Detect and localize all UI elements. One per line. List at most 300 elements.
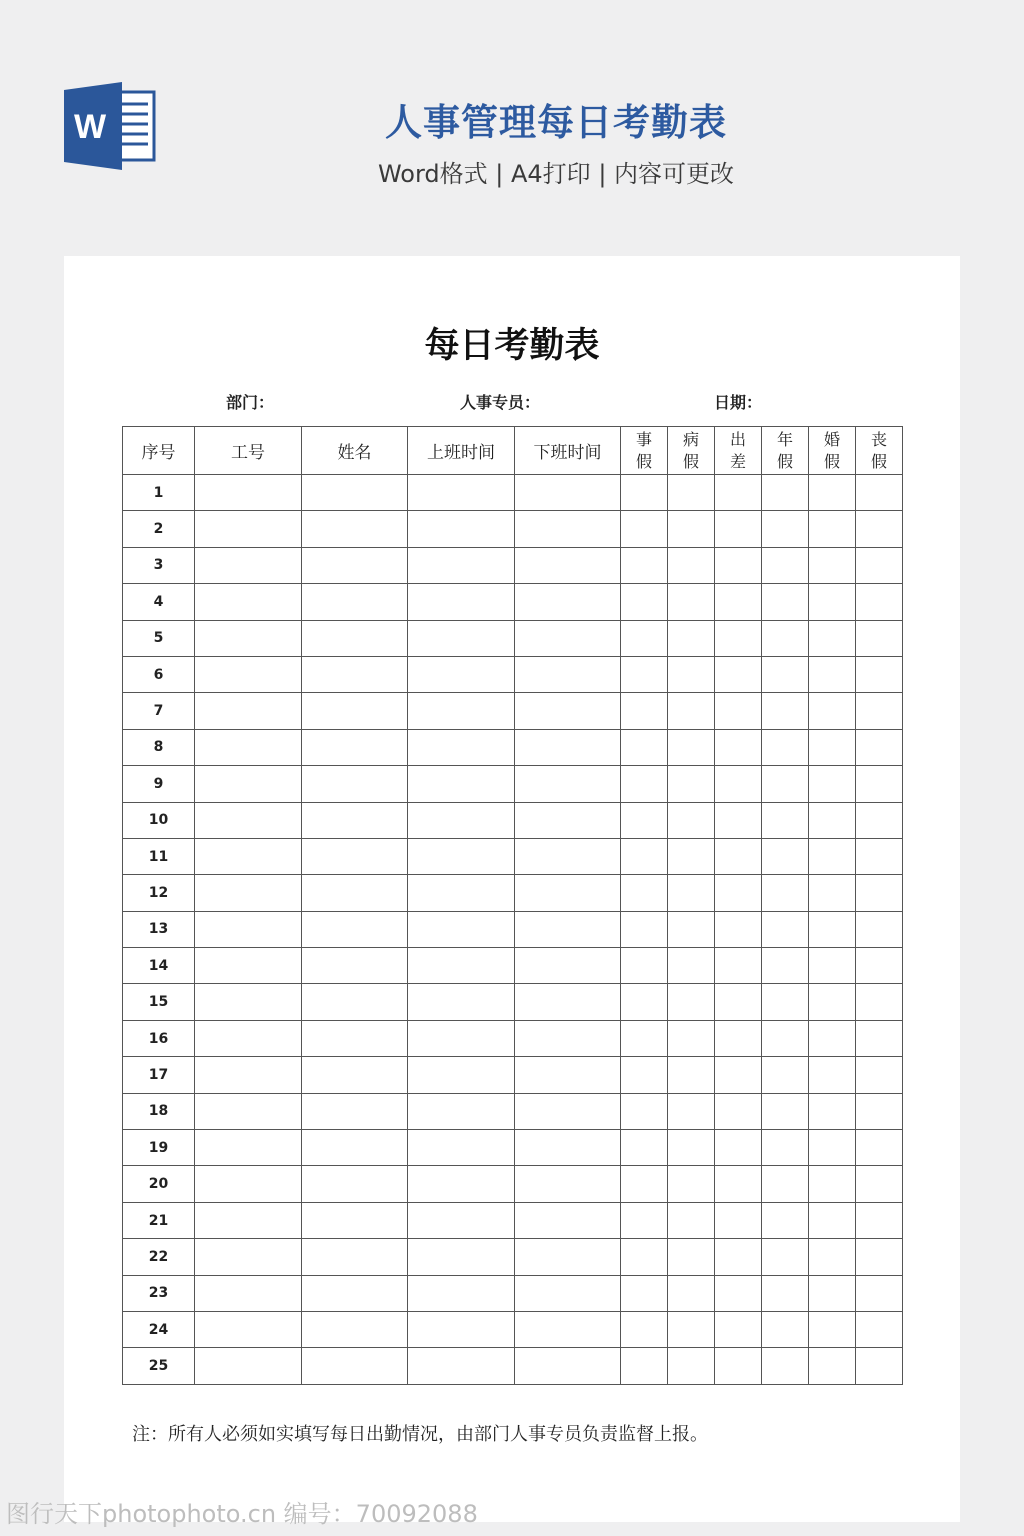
- table-cell[interactable]: [762, 1093, 809, 1129]
- table-cell[interactable]: [762, 656, 809, 692]
- table-cell[interactable]: [302, 693, 408, 729]
- table-cell[interactable]: [856, 984, 903, 1020]
- table-cell[interactable]: [195, 1311, 302, 1347]
- table-cell[interactable]: [762, 475, 809, 511]
- table-cell[interactable]: [408, 875, 515, 911]
- table-row: [123, 802, 903, 838]
- table-cell[interactable]: [621, 1275, 668, 1311]
- table-cell[interactable]: [195, 948, 302, 984]
- table-cell[interactable]: [621, 1166, 668, 1202]
- table-cell[interactable]: [715, 1057, 762, 1093]
- table-cell[interactable]: [408, 1130, 515, 1166]
- table-cell[interactable]: [621, 1130, 668, 1166]
- table-cell[interactable]: [302, 1348, 408, 1384]
- table-cell[interactable]: [809, 948, 856, 984]
- table-cell[interactable]: [762, 1057, 809, 1093]
- table-cell[interactable]: [856, 1239, 903, 1275]
- table-cell[interactable]: [515, 584, 621, 620]
- table-cell[interactable]: [668, 984, 715, 1020]
- table-cell[interactable]: [408, 656, 515, 692]
- table-cell[interactable]: [195, 802, 302, 838]
- table-cell[interactable]: [195, 511, 302, 547]
- table-cell[interactable]: [856, 948, 903, 984]
- table-cell[interactable]: [809, 693, 856, 729]
- table-cell[interactable]: [515, 875, 621, 911]
- row-number: 8: [123, 729, 195, 765]
- table-cell[interactable]: [408, 511, 515, 547]
- table-cell[interactable]: [302, 948, 408, 984]
- table-cell[interactable]: [715, 475, 762, 511]
- table-cell[interactable]: [856, 656, 903, 692]
- table-cell[interactable]: [195, 1057, 302, 1093]
- table-cell[interactable]: [195, 584, 302, 620]
- table-cell[interactable]: [302, 802, 408, 838]
- table-cell[interactable]: [621, 1239, 668, 1275]
- table-cell[interactable]: [408, 547, 515, 583]
- table-cell[interactable]: [515, 693, 621, 729]
- row-number: 4: [123, 584, 195, 620]
- table-cell[interactable]: [762, 911, 809, 947]
- table-cell[interactable]: [809, 620, 856, 656]
- watermark: 图行天下photophoto.cn 编号：70092088: [6, 1500, 478, 1528]
- table-cell[interactable]: [668, 911, 715, 947]
- table-cell[interactable]: [621, 911, 668, 947]
- table-row: [123, 547, 903, 583]
- table-cell[interactable]: [515, 802, 621, 838]
- header-clock-out: 下班时间: [515, 427, 621, 475]
- table-cell[interactable]: [195, 620, 302, 656]
- table-cell[interactable]: [515, 656, 621, 692]
- table-cell[interactable]: [762, 948, 809, 984]
- table-cell[interactable]: [809, 1020, 856, 1056]
- row-number: 11: [123, 838, 195, 874]
- table-cell[interactable]: [302, 1093, 408, 1129]
- table-cell[interactable]: [809, 911, 856, 947]
- table-cell[interactable]: [856, 729, 903, 765]
- table-cell[interactable]: [715, 584, 762, 620]
- header-clock-in: 上班时间: [408, 427, 515, 475]
- table-cell[interactable]: [408, 1057, 515, 1093]
- table-cell[interactable]: [856, 1020, 903, 1056]
- table-cell[interactable]: [762, 838, 809, 874]
- table-cell[interactable]: [621, 984, 668, 1020]
- table-cell[interactable]: [856, 1311, 903, 1347]
- table-cell[interactable]: [668, 547, 715, 583]
- table-cell[interactable]: [621, 547, 668, 583]
- table-cell[interactable]: [621, 729, 668, 765]
- table-cell[interactable]: [302, 875, 408, 911]
- table-cell[interactable]: [715, 1239, 762, 1275]
- footnote: 注：所有人必须如实填写每日出勤情况，由部门人事专员负责监督上报。: [132, 1424, 708, 1445]
- table-cell[interactable]: [762, 984, 809, 1020]
- table-cell[interactable]: [668, 1093, 715, 1129]
- row-number: 19: [123, 1130, 195, 1166]
- table-cell[interactable]: [195, 656, 302, 692]
- table-cell[interactable]: [856, 475, 903, 511]
- header-employee-id: 工号: [195, 427, 302, 475]
- table-cell[interactable]: [515, 1130, 621, 1166]
- table-cell[interactable]: [668, 1057, 715, 1093]
- table-cell[interactable]: [195, 1239, 302, 1275]
- table-cell[interactable]: [515, 1057, 621, 1093]
- table-cell[interactable]: [856, 1275, 903, 1311]
- table-cell[interactable]: [668, 1275, 715, 1311]
- table-cell[interactable]: [809, 547, 856, 583]
- table-cell[interactable]: [715, 1311, 762, 1347]
- table-cell[interactable]: [809, 1202, 856, 1238]
- table-cell[interactable]: [515, 620, 621, 656]
- table-cell[interactable]: [809, 802, 856, 838]
- table-cell[interactable]: [715, 948, 762, 984]
- table-cell[interactable]: [856, 547, 903, 583]
- table-cell[interactable]: [621, 802, 668, 838]
- table-cell[interactable]: [621, 1202, 668, 1238]
- table-cell[interactable]: [715, 511, 762, 547]
- table-cell[interactable]: [809, 838, 856, 874]
- table-cell[interactable]: [515, 511, 621, 547]
- table-cell[interactable]: [809, 766, 856, 802]
- table-cell[interactable]: [302, 1166, 408, 1202]
- table-cell[interactable]: [715, 838, 762, 874]
- table-row: [123, 475, 903, 511]
- table-cell[interactable]: [621, 1093, 668, 1129]
- table-cell[interactable]: [809, 729, 856, 765]
- header-personal-leave: 事 假: [621, 427, 668, 475]
- table-cell[interactable]: [715, 1020, 762, 1056]
- table-cell[interactable]: [195, 547, 302, 583]
- table-row: [123, 875, 903, 911]
- table-cell[interactable]: [762, 875, 809, 911]
- table-cell[interactable]: [715, 1166, 762, 1202]
- table-cell[interactable]: [621, 584, 668, 620]
- department-field-label: 部门：: [226, 393, 275, 412]
- table-cell[interactable]: [515, 1311, 621, 1347]
- table-cell[interactable]: [762, 1348, 809, 1384]
- table-cell[interactable]: [408, 1166, 515, 1202]
- table-cell[interactable]: [408, 911, 515, 947]
- table-cell[interactable]: [762, 511, 809, 547]
- table-cell[interactable]: [408, 1093, 515, 1129]
- table-cell[interactable]: [621, 1348, 668, 1384]
- table-cell[interactable]: [856, 584, 903, 620]
- table-cell[interactable]: [515, 766, 621, 802]
- table-cell[interactable]: [762, 729, 809, 765]
- table-cell[interactable]: [408, 802, 515, 838]
- row-number: 14: [123, 948, 195, 984]
- header-name: 姓名: [302, 427, 408, 475]
- header-business-trip: 出 差: [715, 427, 762, 475]
- table-cell[interactable]: [515, 838, 621, 874]
- table-cell[interactable]: [762, 766, 809, 802]
- table-cell[interactable]: [195, 729, 302, 765]
- table-cell[interactable]: [856, 693, 903, 729]
- table-cell[interactable]: [302, 984, 408, 1020]
- table-cell[interactable]: [515, 984, 621, 1020]
- table-cell[interactable]: [668, 838, 715, 874]
- table-cell[interactable]: [195, 1202, 302, 1238]
- table-cell[interactable]: [809, 1130, 856, 1166]
- table-cell[interactable]: [668, 1348, 715, 1384]
- table-cell[interactable]: [621, 511, 668, 547]
- table-cell[interactable]: [715, 1130, 762, 1166]
- table-cell[interactable]: [809, 656, 856, 692]
- table-cell[interactable]: [621, 948, 668, 984]
- table-cell[interactable]: [195, 984, 302, 1020]
- header-serial: 序号: [123, 427, 195, 475]
- table-cell[interactable]: [515, 547, 621, 583]
- row-number: 12: [123, 875, 195, 911]
- table-cell[interactable]: [302, 1311, 408, 1347]
- table-cell[interactable]: [856, 1202, 903, 1238]
- table-cell[interactable]: [515, 1202, 621, 1238]
- table-cell[interactable]: [668, 475, 715, 511]
- table-cell[interactable]: [668, 875, 715, 911]
- table-cell[interactable]: [762, 1202, 809, 1238]
- table-cell[interactable]: [668, 1311, 715, 1347]
- table-cell[interactable]: [762, 584, 809, 620]
- table-row: [123, 1166, 903, 1202]
- table-cell[interactable]: [715, 875, 762, 911]
- table-cell[interactable]: [715, 656, 762, 692]
- table-cell[interactable]: [195, 1166, 302, 1202]
- word-app-icon: [64, 82, 156, 170]
- header-marriage-leave: 婚 假: [809, 427, 856, 475]
- table-cell[interactable]: [515, 1239, 621, 1275]
- table-cell[interactable]: [302, 911, 408, 947]
- table-cell[interactable]: [515, 475, 621, 511]
- table-cell[interactable]: [408, 693, 515, 729]
- table-cell[interactable]: [715, 1348, 762, 1384]
- table-cell[interactable]: [408, 584, 515, 620]
- row-number: 16: [123, 1020, 195, 1056]
- table-cell[interactable]: [762, 1020, 809, 1056]
- table-cell[interactable]: [515, 948, 621, 984]
- table-cell[interactable]: [809, 1311, 856, 1347]
- table-cell[interactable]: [715, 620, 762, 656]
- table-cell[interactable]: [408, 1311, 515, 1347]
- table-cell[interactable]: [195, 1348, 302, 1384]
- table-cell[interactable]: [762, 1166, 809, 1202]
- table-cell[interactable]: [668, 948, 715, 984]
- table-row: [123, 1130, 903, 1166]
- table-cell[interactable]: [856, 1093, 903, 1129]
- table-cell[interactable]: [809, 475, 856, 511]
- table-cell[interactable]: [302, 1130, 408, 1166]
- banner-subtitle: Word格式 | A4打印 | 内容可更改: [377, 160, 735, 188]
- table-row: [123, 766, 903, 802]
- table-cell[interactable]: [715, 911, 762, 947]
- row-number: 6: [123, 656, 195, 692]
- table-cell[interactable]: [715, 802, 762, 838]
- table-cell[interactable]: [715, 766, 762, 802]
- table-cell[interactable]: [856, 802, 903, 838]
- table-cell[interactable]: [302, 511, 408, 547]
- date-field-label: 日期：: [714, 393, 763, 412]
- row-number: 9: [123, 766, 195, 802]
- table-cell[interactable]: [408, 948, 515, 984]
- row-number: 21: [123, 1202, 195, 1238]
- table-cell[interactable]: [302, 1020, 408, 1056]
- table-cell[interactable]: [195, 1093, 302, 1129]
- row-number: 20: [123, 1166, 195, 1202]
- table-cell[interactable]: [515, 1275, 621, 1311]
- table-row: [123, 1275, 903, 1311]
- document-title: 每日考勤表: [424, 325, 600, 366]
- table-cell[interactable]: [809, 1057, 856, 1093]
- table-cell[interactable]: [195, 1020, 302, 1056]
- table-cell[interactable]: [715, 1202, 762, 1238]
- table-cell[interactable]: [408, 838, 515, 874]
- table-cell[interactable]: [668, 511, 715, 547]
- table-cell[interactable]: [856, 620, 903, 656]
- table-cell[interactable]: [809, 1166, 856, 1202]
- table-cell[interactable]: [715, 693, 762, 729]
- table-cell[interactable]: [195, 875, 302, 911]
- table-cell[interactable]: [515, 729, 621, 765]
- table-cell[interactable]: [668, 1130, 715, 1166]
- table-cell[interactable]: [408, 1348, 515, 1384]
- table-row: [123, 1057, 903, 1093]
- table-cell[interactable]: [668, 584, 715, 620]
- table-cell[interactable]: [856, 1166, 903, 1202]
- attendance-table: [122, 426, 903, 1385]
- table-cell[interactable]: [408, 1239, 515, 1275]
- table-cell[interactable]: [856, 838, 903, 874]
- table-cell[interactable]: [621, 875, 668, 911]
- table-cell[interactable]: [762, 693, 809, 729]
- row-number: 15: [123, 984, 195, 1020]
- table-cell[interactable]: [621, 656, 668, 692]
- table-cell[interactable]: [856, 1130, 903, 1166]
- table-cell[interactable]: [515, 1093, 621, 1129]
- row-number: 23: [123, 1275, 195, 1311]
- table-cell[interactable]: [668, 802, 715, 838]
- table-cell[interactable]: [515, 1166, 621, 1202]
- table-cell[interactable]: [621, 1311, 668, 1347]
- table-cell[interactable]: [668, 1020, 715, 1056]
- table-cell[interactable]: [302, 766, 408, 802]
- table-cell[interactable]: [762, 1239, 809, 1275]
- table-cell[interactable]: [195, 1275, 302, 1311]
- table-cell[interactable]: [668, 766, 715, 802]
- table-cell[interactable]: [856, 1057, 903, 1093]
- table-cell[interactable]: [408, 766, 515, 802]
- table-cell[interactable]: [195, 766, 302, 802]
- table-cell[interactable]: [195, 838, 302, 874]
- table-cell[interactable]: [809, 984, 856, 1020]
- table-cell[interactable]: [302, 838, 408, 874]
- table-cell[interactable]: [515, 1020, 621, 1056]
- table-cell[interactable]: [195, 911, 302, 947]
- table-cell[interactable]: [856, 911, 903, 947]
- header-annual-leave: 年 假: [762, 427, 809, 475]
- table-cell[interactable]: [302, 1239, 408, 1275]
- table-cell[interactable]: [195, 1130, 302, 1166]
- table-cell[interactable]: [302, 547, 408, 583]
- table-cell[interactable]: [715, 984, 762, 1020]
- table-cell[interactable]: [621, 766, 668, 802]
- table-cell[interactable]: [408, 1202, 515, 1238]
- table-cell[interactable]: [809, 1239, 856, 1275]
- table-cell[interactable]: [621, 838, 668, 874]
- table-cell[interactable]: [762, 1275, 809, 1311]
- table-row: [123, 656, 903, 692]
- table-cell[interactable]: [408, 984, 515, 1020]
- table-cell[interactable]: [515, 1348, 621, 1384]
- table-cell[interactable]: [856, 875, 903, 911]
- header-sick-leave: 病 假: [668, 427, 715, 475]
- table-cell[interactable]: [809, 875, 856, 911]
- table-cell[interactable]: [856, 766, 903, 802]
- hr-specialist-field-label: 人事专员：: [460, 393, 541, 412]
- table-cell[interactable]: [621, 693, 668, 729]
- table-cell[interactable]: [408, 729, 515, 765]
- table-cell[interactable]: [715, 1275, 762, 1311]
- table-cell[interactable]: [668, 1166, 715, 1202]
- table-cell[interactable]: [302, 584, 408, 620]
- table-row: [123, 1311, 903, 1347]
- table-cell[interactable]: [302, 656, 408, 692]
- table-row: [123, 693, 903, 729]
- table-cell[interactable]: [809, 1348, 856, 1384]
- table-cell[interactable]: [856, 1348, 903, 1384]
- table-cell[interactable]: [195, 475, 302, 511]
- table-cell[interactable]: [715, 729, 762, 765]
- table-cell[interactable]: [715, 547, 762, 583]
- table-cell[interactable]: [302, 620, 408, 656]
- table-row: [123, 838, 903, 874]
- table-cell[interactable]: [621, 1020, 668, 1056]
- table-cell[interactable]: [302, 1202, 408, 1238]
- table-row: [123, 911, 903, 947]
- table-cell[interactable]: [856, 511, 903, 547]
- table-cell[interactable]: [302, 475, 408, 511]
- table-cell[interactable]: [408, 620, 515, 656]
- table-cell[interactable]: [762, 620, 809, 656]
- table-cell[interactable]: [408, 1275, 515, 1311]
- table-cell[interactable]: [762, 547, 809, 583]
- table-cell[interactable]: [762, 1311, 809, 1347]
- table-cell[interactable]: [515, 911, 621, 947]
- table-cell[interactable]: [762, 1130, 809, 1166]
- table-cell[interactable]: [809, 511, 856, 547]
- table-cell[interactable]: [668, 620, 715, 656]
- table-cell[interactable]: [668, 1239, 715, 1275]
- table-row: [123, 584, 903, 620]
- table-cell[interactable]: [809, 1093, 856, 1129]
- table-cell[interactable]: [715, 1093, 762, 1129]
- table-cell[interactable]: [302, 729, 408, 765]
- table-cell[interactable]: [762, 802, 809, 838]
- table-cell[interactable]: [668, 656, 715, 692]
- table-cell[interactable]: [195, 693, 302, 729]
- table-cell[interactable]: [302, 1275, 408, 1311]
- table-cell[interactable]: [408, 1020, 515, 1056]
- table-cell[interactable]: [621, 1057, 668, 1093]
- table-cell[interactable]: [302, 1057, 408, 1093]
- table-cell[interactable]: [668, 729, 715, 765]
- table-cell[interactable]: [621, 475, 668, 511]
- row-number: 24: [123, 1311, 195, 1347]
- table-cell[interactable]: [621, 620, 668, 656]
- word-logo-letter: W: [73, 108, 107, 146]
- table-cell[interactable]: [408, 475, 515, 511]
- table-cell[interactable]: [668, 693, 715, 729]
- row-number: 7: [123, 693, 195, 729]
- table-cell[interactable]: [809, 584, 856, 620]
- table-cell[interactable]: [809, 1275, 856, 1311]
- table-cell[interactable]: [668, 1202, 715, 1238]
